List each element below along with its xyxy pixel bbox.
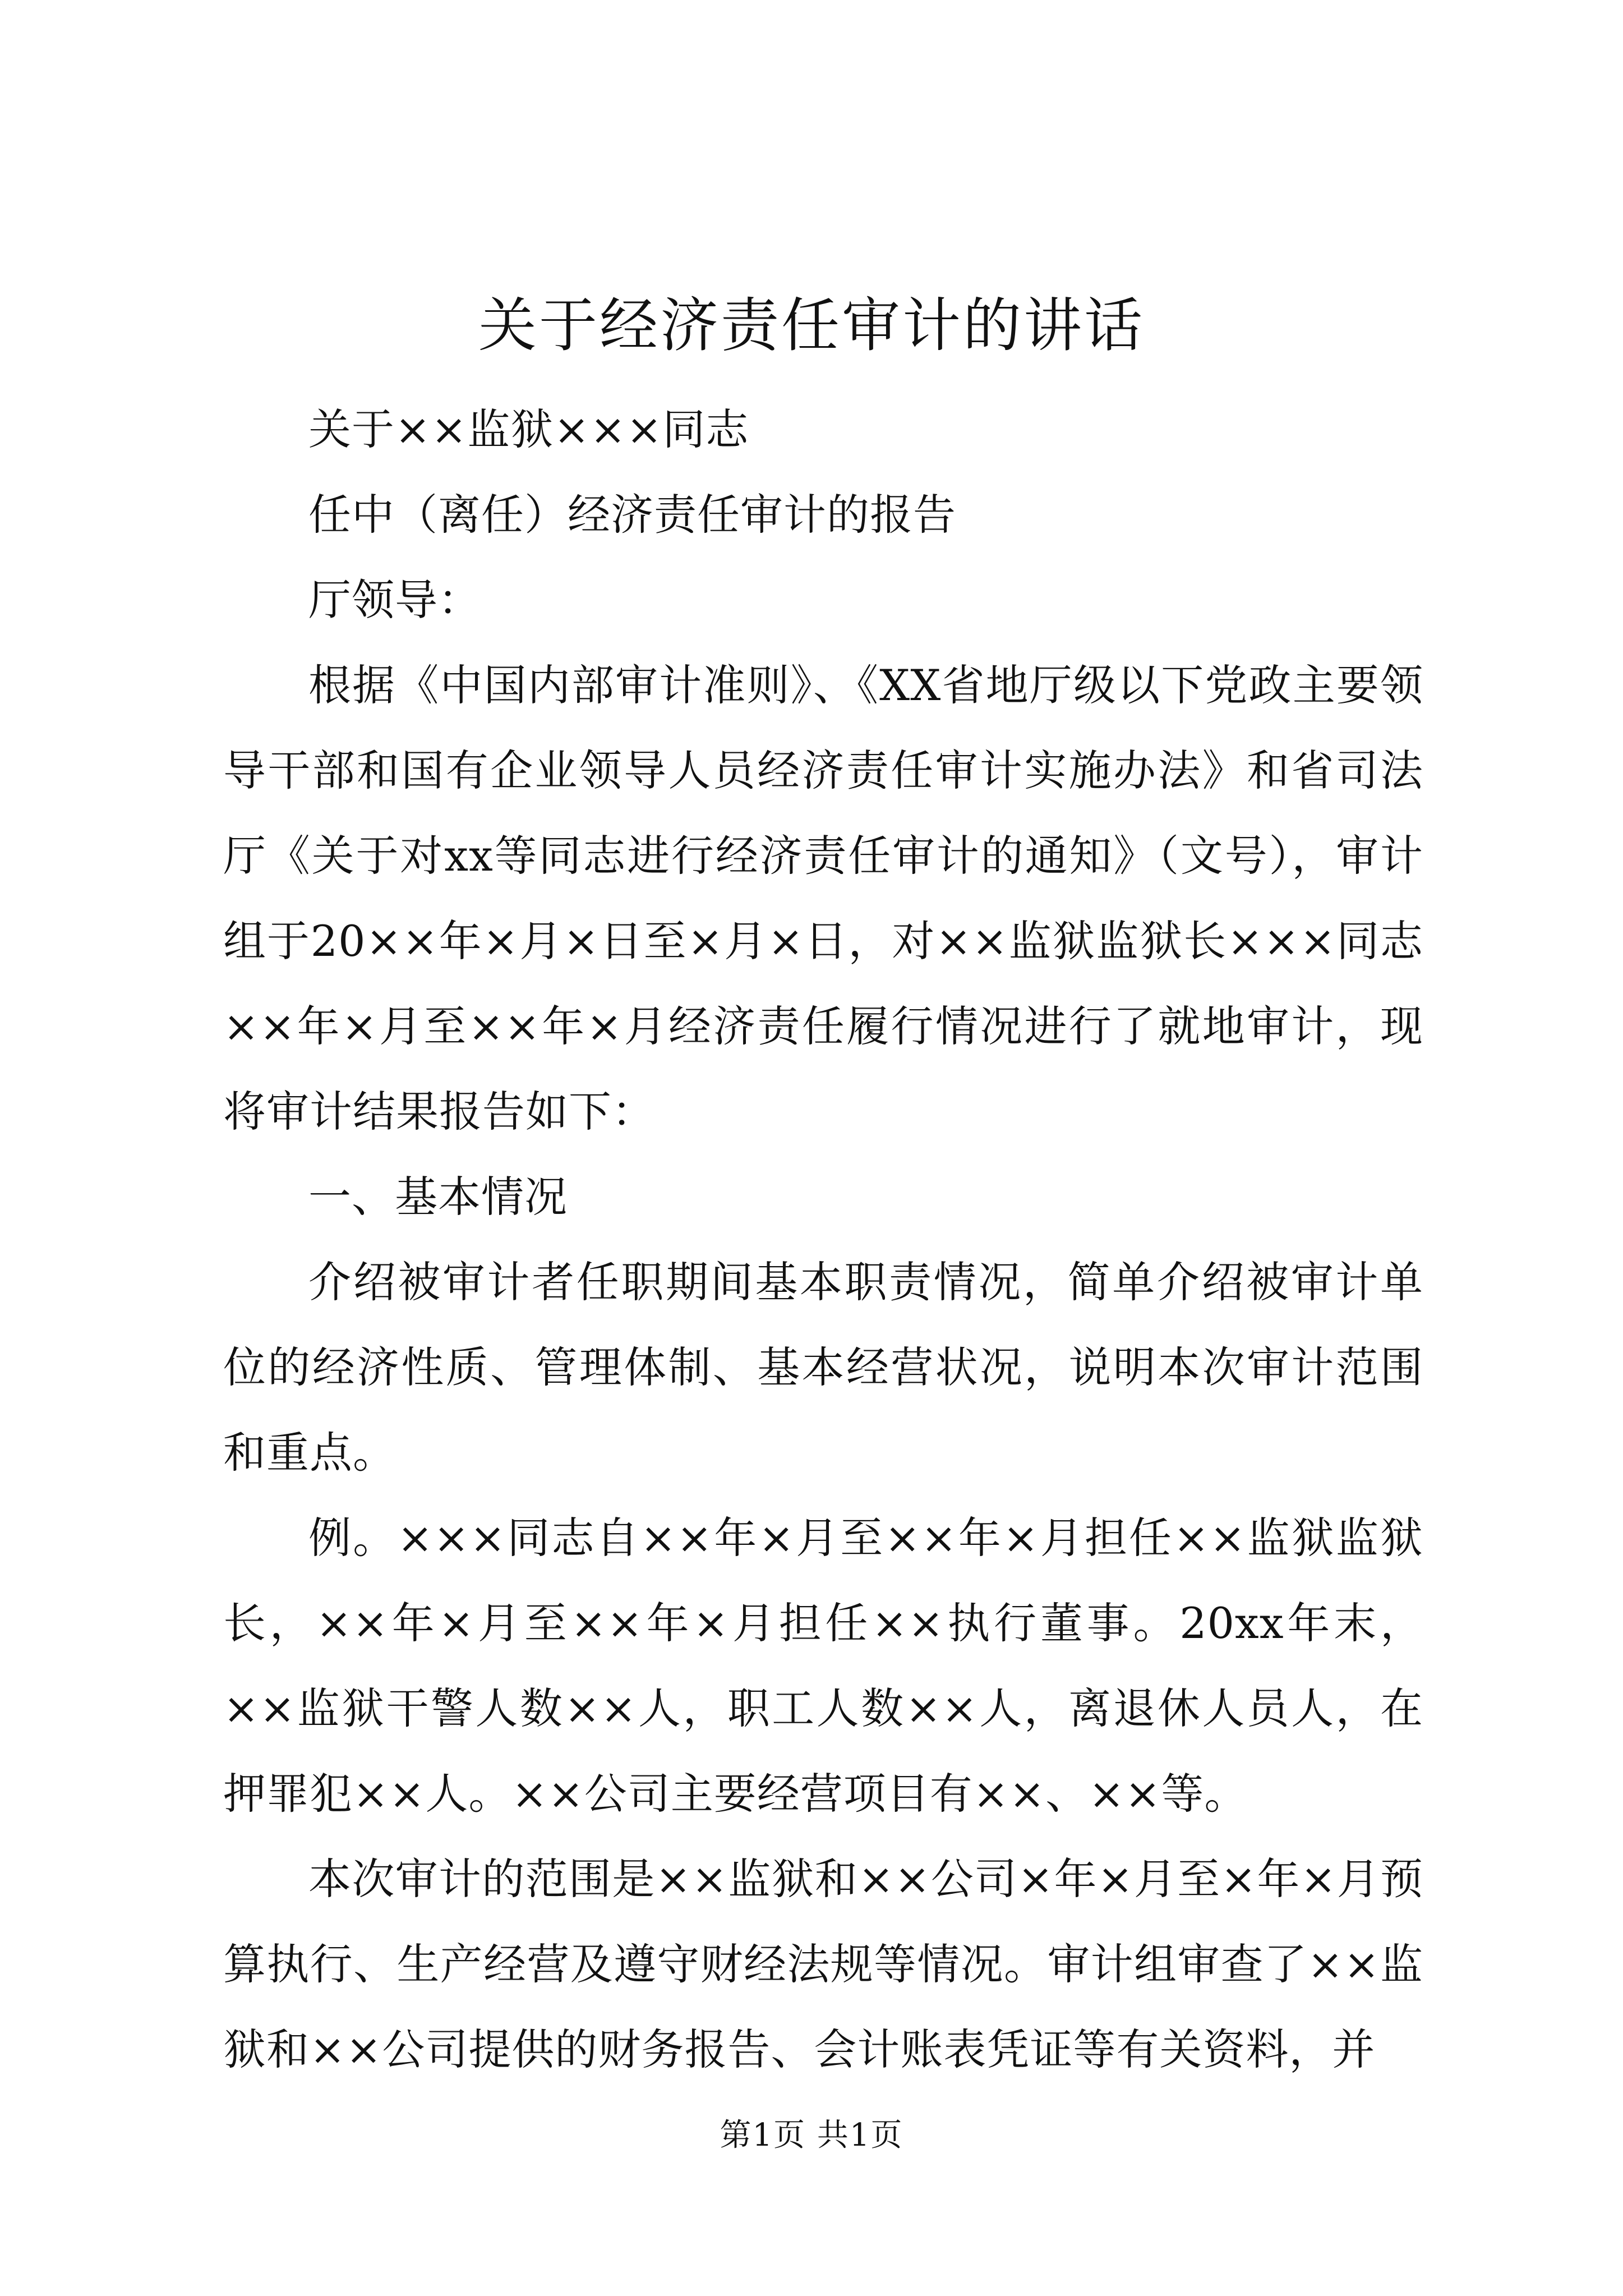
salutation: 厅领导： [308,575,481,625]
document-body [223,387,1423,2092]
subject-line-2: 任中（离任）经济责任审计的报告 [308,490,956,540]
subject-line-1: 关于××监狱×××同志 [308,404,749,454]
section-heading-basic: 一、基本情况 [308,1172,568,1222]
paragraph-scope: 本次审计的范围是××监狱和××公司×年×月至×年×月预算执行、生产经营及遵守财经法规等情况。审计组审查了××监狱和××公司提供的财务报告、会计账表凭证等有关资料，并 [223,1854,1423,2074]
paragraph-intro: 根据《中国内部审计准则》、《XX省地厅级以下党政主要领导干部和国有企业领导人员经济责任审计实施办法》和省司法厅《关于对xx等同志进行经济责任审计的通知》（文号），审计组于20××年×月×日至×月×日，对××监狱监狱长×××同志××年×月至××年×月经济责任履行情况进行了就地审计，现将审计结果报告如下： [223,660,1423,1137]
document-title: 关于经济责任审计的讲话 [478,291,1145,360]
paragraph-example: 例。×××同志自××年×月至××年×月担任××监狱监狱长，××年×月至××年×月担任××执行董事。20xx年末，××监狱干警人数××人，职工人数××人，离退休人员人，在押罪犯××人。××公司主要经营项目有××、××等。 [223,1513,1423,1819]
paragraph-basic-description: 介绍被审计者任职期间基本职责情况，简单介绍被审计单位的经济性质、管理体制、基本经营状况，说明本次审计范围和重点。 [223,1257,1423,1478]
page-number-footer: 第1页 共1页 [720,2117,903,2154]
